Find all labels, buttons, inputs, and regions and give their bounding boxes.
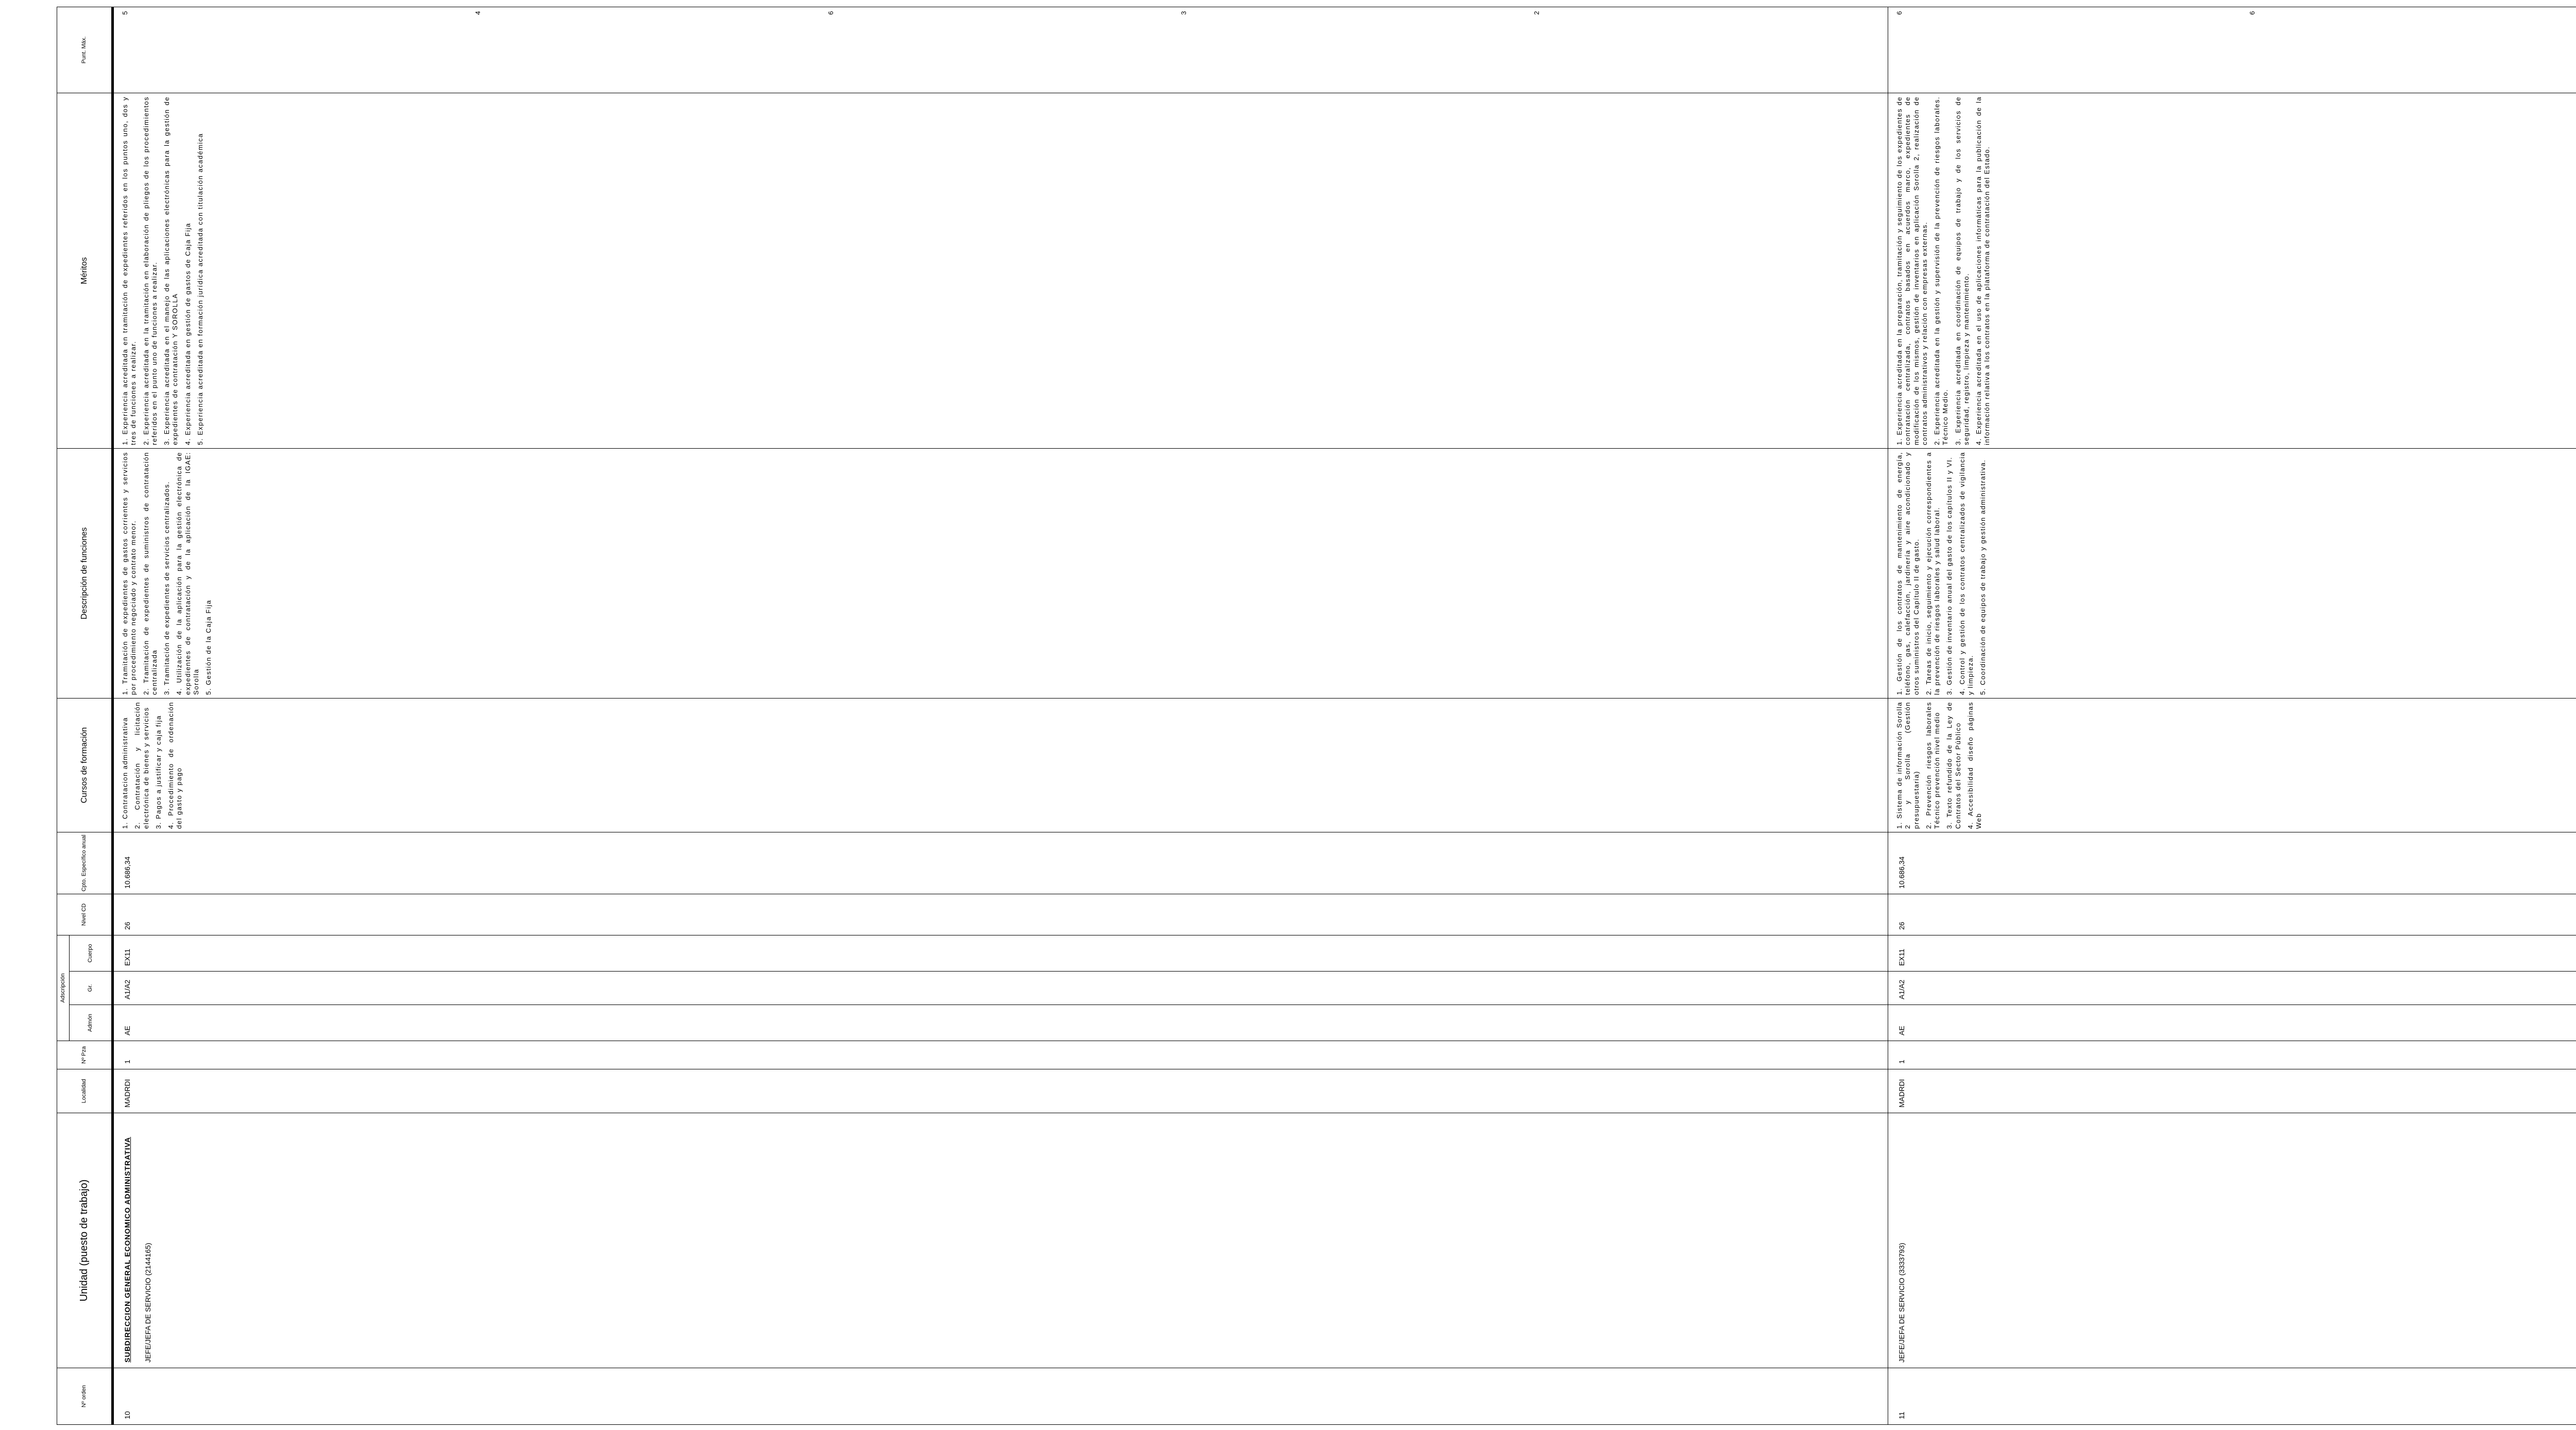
table-row xyxy=(1888,7,2576,1424)
funcion-item: 1. Gestión de los contratos de mantenimiento de energía, teléfono, gas, calefacción, jardinería y aire acondicionado y otros suministros del Capítulo II de gasto. xyxy=(1895,451,1920,695)
row-cuerpo: EX11 xyxy=(113,935,1888,971)
funcion-item: 2. Tramitación de expedientes de suministros de contratación centralizada xyxy=(142,451,158,695)
document-page xyxy=(57,7,2256,1425)
header-nivel: Nivel CD xyxy=(57,894,113,935)
punto-item: 4 xyxy=(474,10,482,15)
funcion-item: 3. Gestión de inventario anual del gasto de los capítulos II y VI. xyxy=(1945,456,1954,695)
row-admon: AE xyxy=(113,1005,1888,1041)
header-admon: Admón xyxy=(70,1005,113,1041)
table-body xyxy=(113,7,2576,1424)
row-cursos xyxy=(1888,698,2576,832)
row-puntos xyxy=(113,7,1888,93)
punto-item: 2 xyxy=(1533,10,1540,15)
row-gr: A1/A2 xyxy=(113,972,1888,1005)
row-unidad-cell xyxy=(113,1113,1888,1368)
merito-item: 5. Experiencia acreditada en formación jurídica acreditada con titulación académica xyxy=(196,133,204,445)
merito-item: 1. Experiencia acreditada en tramitación de expedientes referidos en los puntos uno, dos y tres de funciones a realizar. xyxy=(121,96,138,445)
funcion-item: 4. Control y gestión de los contratos centralizados de vigilancia y limpieza. xyxy=(1958,451,1974,695)
curso-item: 1. Sistema de información Sorolla 2 y Sorolla (Gestión presupuestaria) xyxy=(1895,701,1920,829)
curso-item: 4. Procedimiento de ordenación del gasto y pago xyxy=(167,701,183,829)
table-row xyxy=(113,7,1888,1424)
curso-item: 4. Accesibilidad diseño páginas Web xyxy=(1966,701,1982,829)
row-unidad-cell xyxy=(1888,1113,2576,1368)
row-orden: 11 xyxy=(1888,1368,2576,1425)
merito-item: 4. Experiencia acreditada en el uso de aplicaciones informáticas para la publicación de la información relativa a los contratos en la plataforma de contratación del Estado. xyxy=(1975,96,1991,445)
header-localidad: Localidad xyxy=(57,1069,113,1113)
header-gr: Gr. xyxy=(70,972,113,1005)
funcion-item: 3. Tramitación de expedientes de servicios centralizados. xyxy=(163,481,171,695)
row-localidad: MADRDI xyxy=(1888,1069,2576,1113)
merito-item: 2. Experiencia acreditada en la gestión y supervisión de la prevención de riesgos laborales. Técnico Medio. xyxy=(1933,96,1950,445)
row-gr: A1/A2 xyxy=(1888,972,2576,1005)
funcion-item: 4. Utilización de la aplicación para la gestión electrónica de expedientes de contratación y de la aplicación de la IGAE: Sorolla xyxy=(175,451,200,695)
row-funciones xyxy=(113,448,1888,698)
row-cursos xyxy=(113,698,1888,832)
unidad-name: JEFE/JEFA DE SERVICIO (3333793) xyxy=(1897,1242,1906,1363)
merito-item: 2. Experiencia acreditada en la tramitación en elaboración de pliegos de los procedimientos referidos en el punto uno de funciones a realizar. xyxy=(142,96,158,445)
row-cuerpo: EX11 xyxy=(1888,935,2576,971)
rotated-table-container xyxy=(57,7,2256,1425)
curso-item: 3. Pagos a justificar y caja fija xyxy=(154,715,162,829)
positions-table xyxy=(57,7,2576,1425)
row-localidad: MADRDI xyxy=(113,1069,1888,1113)
funcion-item: 5. Gestión de la Caja Fija xyxy=(205,600,212,695)
curso-item: 3. Texto refundido de la Ley de Contratos del Sector Público xyxy=(1945,701,1962,829)
punto-item: 6 xyxy=(827,10,835,15)
curso-item: 2. Contratación y licitación electrónica de bienes y servicios xyxy=(133,701,150,829)
row-nivel: 26 xyxy=(113,894,1888,935)
row-cpto: 10.686,34 xyxy=(1888,832,2576,894)
row-pza: 1 xyxy=(1888,1041,2576,1069)
header-orden: Nº orden xyxy=(57,1368,113,1425)
header-pza: Nº Pza xyxy=(57,1041,113,1069)
punto-item: 6 xyxy=(1895,10,1903,15)
merito-item: 3. Experiencia acreditada en coordinación de equipos de trabajo y de los servicios de seguridad, registro, limpieza y mantenimiento. xyxy=(1954,96,1970,445)
header-punt: Punt. Máx. xyxy=(57,7,113,93)
row-puntos xyxy=(1888,7,2576,93)
merito-item: 4. Experiencia acreditada en gestión de gastos de Caja Fija xyxy=(183,223,192,445)
header-meritos: Méritos xyxy=(57,93,113,448)
row-meritos xyxy=(113,93,1888,448)
header-funciones: Descripción de funciones xyxy=(57,448,113,698)
merito-item: 3. Experiencia acreditada en el manejo de las aplicaciones electrónicas para la gestión de expedientes de contratación Y SOROLLA xyxy=(163,96,179,445)
row-admon: AE xyxy=(1888,1005,2576,1041)
row-meritos xyxy=(1888,93,2576,448)
punto-item: 3 xyxy=(1180,10,1188,15)
header-adscripcion: Adscripción xyxy=(57,935,70,1041)
punto-item: 6 xyxy=(2248,10,2256,15)
row-pza: 1 xyxy=(113,1041,1888,1069)
punto-item: 5 xyxy=(121,10,129,15)
funcion-item: 5. Coordinación de equipos de trabajo y gestión administrativa. xyxy=(1979,459,1987,695)
row-orden: 10 xyxy=(113,1368,1888,1425)
header-cuerpo: Cuerpo xyxy=(70,935,113,971)
subdireccion-title: SUBDIRECCION GENERAL ECONOMICO ADMINISTRATIVA xyxy=(123,1136,131,1363)
header-unidad: Unidad (puesto de trabajo) xyxy=(57,1113,113,1368)
curso-item: 1. Contratacion administrativa xyxy=(121,717,129,829)
funcion-item: 1. Tramitación de expedientes de gastos corrientes y servicios por procedimiento negociado y contrato menor. xyxy=(121,451,138,695)
row-cpto: 10.686,34 xyxy=(113,832,1888,894)
merito-item: 1. Experiencia acreditada en la preparación, tramitación y seguimiento de los expedientes de contratación centralizada, contratos basados en acuerdos marco, expedientes de modificación de los mismos, gestión de inventarios en aplicación Sorolla 2, realización de contratos administrativos y relación con empresas externas. xyxy=(1895,96,1928,445)
unidad-name: JEFE/JEFA DE SERVICIO (2144165) xyxy=(143,1242,152,1363)
header-cpto: Cpto. Específico anual xyxy=(57,832,113,894)
row-nivel: 26 xyxy=(1888,894,2576,935)
row-funciones xyxy=(1888,448,2576,698)
header-cursos: Cursos de formación xyxy=(57,698,113,832)
funcion-item: 2. Tareas de inicio, seguimiento y ejecución correspondientes a la prevención de riesgos laborales y salud laboral. xyxy=(1924,451,1941,695)
curso-item: 2. Prevención riesgos laborales Técnico prevención nivel medio xyxy=(1924,701,1941,829)
